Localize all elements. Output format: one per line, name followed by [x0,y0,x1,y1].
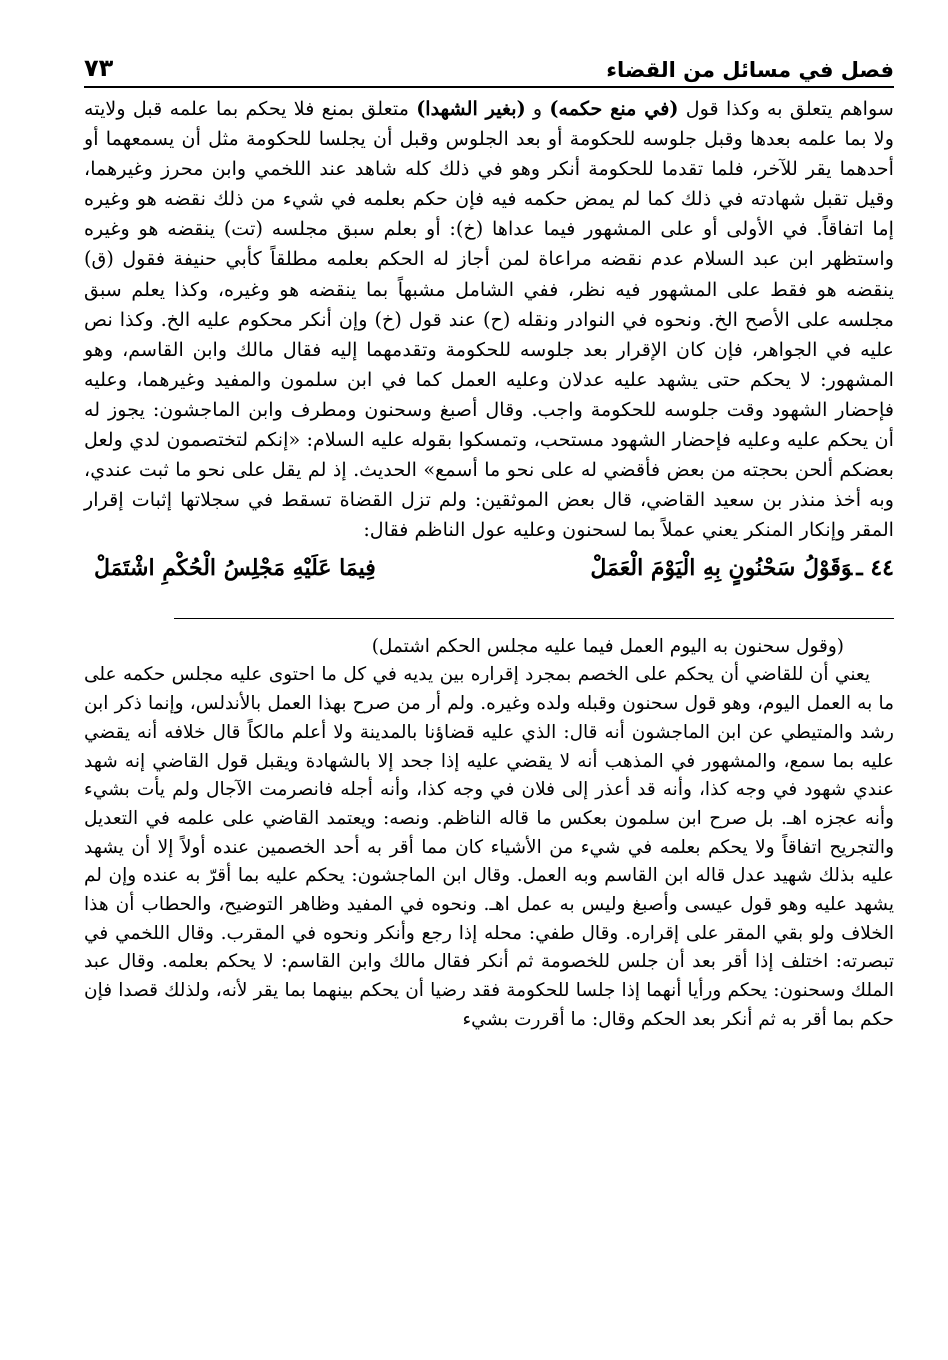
main-text [84,94,894,545]
footnote-divider [174,618,894,619]
verse-line [84,549,894,587]
page-header [84,44,894,88]
main-text-body: متعلق بمنع فلا يحكم بما علمه قبل ولايته ولا بما علمه بعدها وقبل جلوسه للحكومة أو بعد الجلوس وقبل أن يجلسا للحكومة مثل أن يسمعهما أو أحدهما يقر للآخر، فلما تقدما للحكومة أنكر وهو في ذلك كله شاهد عند اللخمي وابن محرز وغيرهما، وقيل تقبل شهادته في ذلك كما لم يمض حكمه فيه فإن حكم بعلمه في شيء من ذلك نقضه هو وغيره إما اتفاقاً. في الأولى أو على المشهور فيما عداها (خ): أو بعلم سبق مجلسه (تت) ينقضه هو وغيره واستظهر ابن عبد السلام عدم نقضه مراعاة لمن أجاز له الحكم بعلمه مطلقاً كأبي حنيفة فقول (ق) ينقضه هو فقط على المشهور فيه نظر، ففي الشامل مشبهاً بما ينقضه هو وغيره، وكذا يعلم سبق مجلسه على الأصح الخ. ونحوه في النوادر ونقله (ح) عند قول (خ) وإن أنكر محكوم عليه الخ. وكذا نص عليه في الجواهر، فإن كان الإقرار بعد جلوسه للحكومة وتقدمهما إليه فقال مالك وابن القاسم، وهو المشهور: لا يحكم حتى يشهد عليه عدلان وعليه العمل كما في ابن سلمون والمفيد وغيرهما، وعليه فإحضار الشهود وقت جلوسه للحكومة واجب. وقال أصبغ وسحنون ومطرف وابن الماجشون: يجوز له أن يحكم عليه وعليه فإحضار الشهود مستحب، وتمسكوا بقوله عليه السلام: «إنكم لتختصمون لدي ولعل بعضكم ألحن بحجته من بعض فأقضي له على نحو ما أسمع» الحديث. إذ لم يقل على نحو ما ثبت عندي، وبه أخذ منذر بن سعيد القاضي، قال بعض الموثقين: ولم تزل القضاة تسقط في سجلاتها إثبات إقرار المقر وإنكار المنكر يعني عملاً بما لسحنون وعليه عول الناظم فقال: [84,97,894,542]
quoted-phrase-1: (في منع حكمه) [549,97,679,120]
running-title: فصل في مسائل من القضاء [606,58,894,82]
verse-number: ٤٤ ـ [856,555,894,582]
quoted-phrase-2: (بغير الشهدا) [416,97,526,120]
page-number: ٧٣ [84,54,114,82]
commentary-verse-quote: (وقول سحنون به اليوم العمل فيما عليه مجلس الحكم اشتمل) [371,636,844,658]
verse-first-text: وَقَوْلُ سَحْنُونٍ بِهِ الْيَوْمَ الْعَمَلْ [590,555,853,582]
main-paragraph [84,94,894,545]
commentary [84,633,894,1034]
verse-first-hemistich [590,555,894,581]
book-page [84,44,894,1344]
commentary-text: يعني أن للقاضي أن يحكم على الخصم بمجرد إقراره بين يديه في كل ما احتوى عليه مجلس حكمه على ما به العمل اليوم، وهو قول سحنون وقبله ولده وغيره. ولم أر من صرح بهذا العمل بالأندلس، وإنما ذكر ابن رشد والمتيطي عن ابن الماجشون أنه قال: الذي عليه قضاؤنا بالمدينة ولا أعلم مالكاً قال خلافه أنه يقضي عليه بما سمع، والمشهور في المذهب أنه لا يقضي عليه إذا جحد إلا بالشهادة ويقبل قول القاضي إنه شهد عندي شهود في وجه كذا، وأنه قد أعذر إلى فلان في وجه كذا، وأنه أجله فانصرمت الآجال ولم يأت بشيء وأنه عجزه اهـ. بل صرح ابن سلمون بعكس ما قاله الناظم. ونصه: ويعتمد القاضي على علمه في التعديل والتجريح اتفاقاً ولا يحكم بعلمه في شيء من الأشياء كان مما أقر به أحد الخصمين عنده أولاً إلا أن يشهد عليه بذلك شهيد عدل قاله ابن القاسم وبه العمل. وقال ابن الماجشون: يحكم عليه بما أقرّ به عنده وإن لم يشهد عليه وهو قول عيسى وأصبغ وليس به عمل اهـ. ونحوه في المفيد وظاهر التوضيح، والحطاب أن هذا الخلاف ولو بقي المقر على إقراره. وقال طفي: محله إذا رجع وأنكر ونحوه في المقرب. وقال اللخمي في تبصرته: اختلف إذا أقر بعد أن جلس للخصومة ثم أنكر فقال مالك وابن القاسم: لا يحكم بعلمه. وقال عبد الملك وسحنون: يحكم ورأيا أنهما إذا جلسا للحكومة فقد رضيا أن يحكم بينهما بما يقر لأنه، ولذلك قصدا فإن حكم بما أقر به ثم أنكر بعد الحكم وقال: ما أقررت بشيء [84,664,894,1030]
verse-second-hemistich: فِيمَا عَلَيْهِ مَجْلِسُ الْحُكْمِ اشْتَمَلْ [94,555,376,582]
main-text-start: سواهم يتعلق به وكذا قول [678,97,894,120]
conjunction: و [525,97,550,120]
